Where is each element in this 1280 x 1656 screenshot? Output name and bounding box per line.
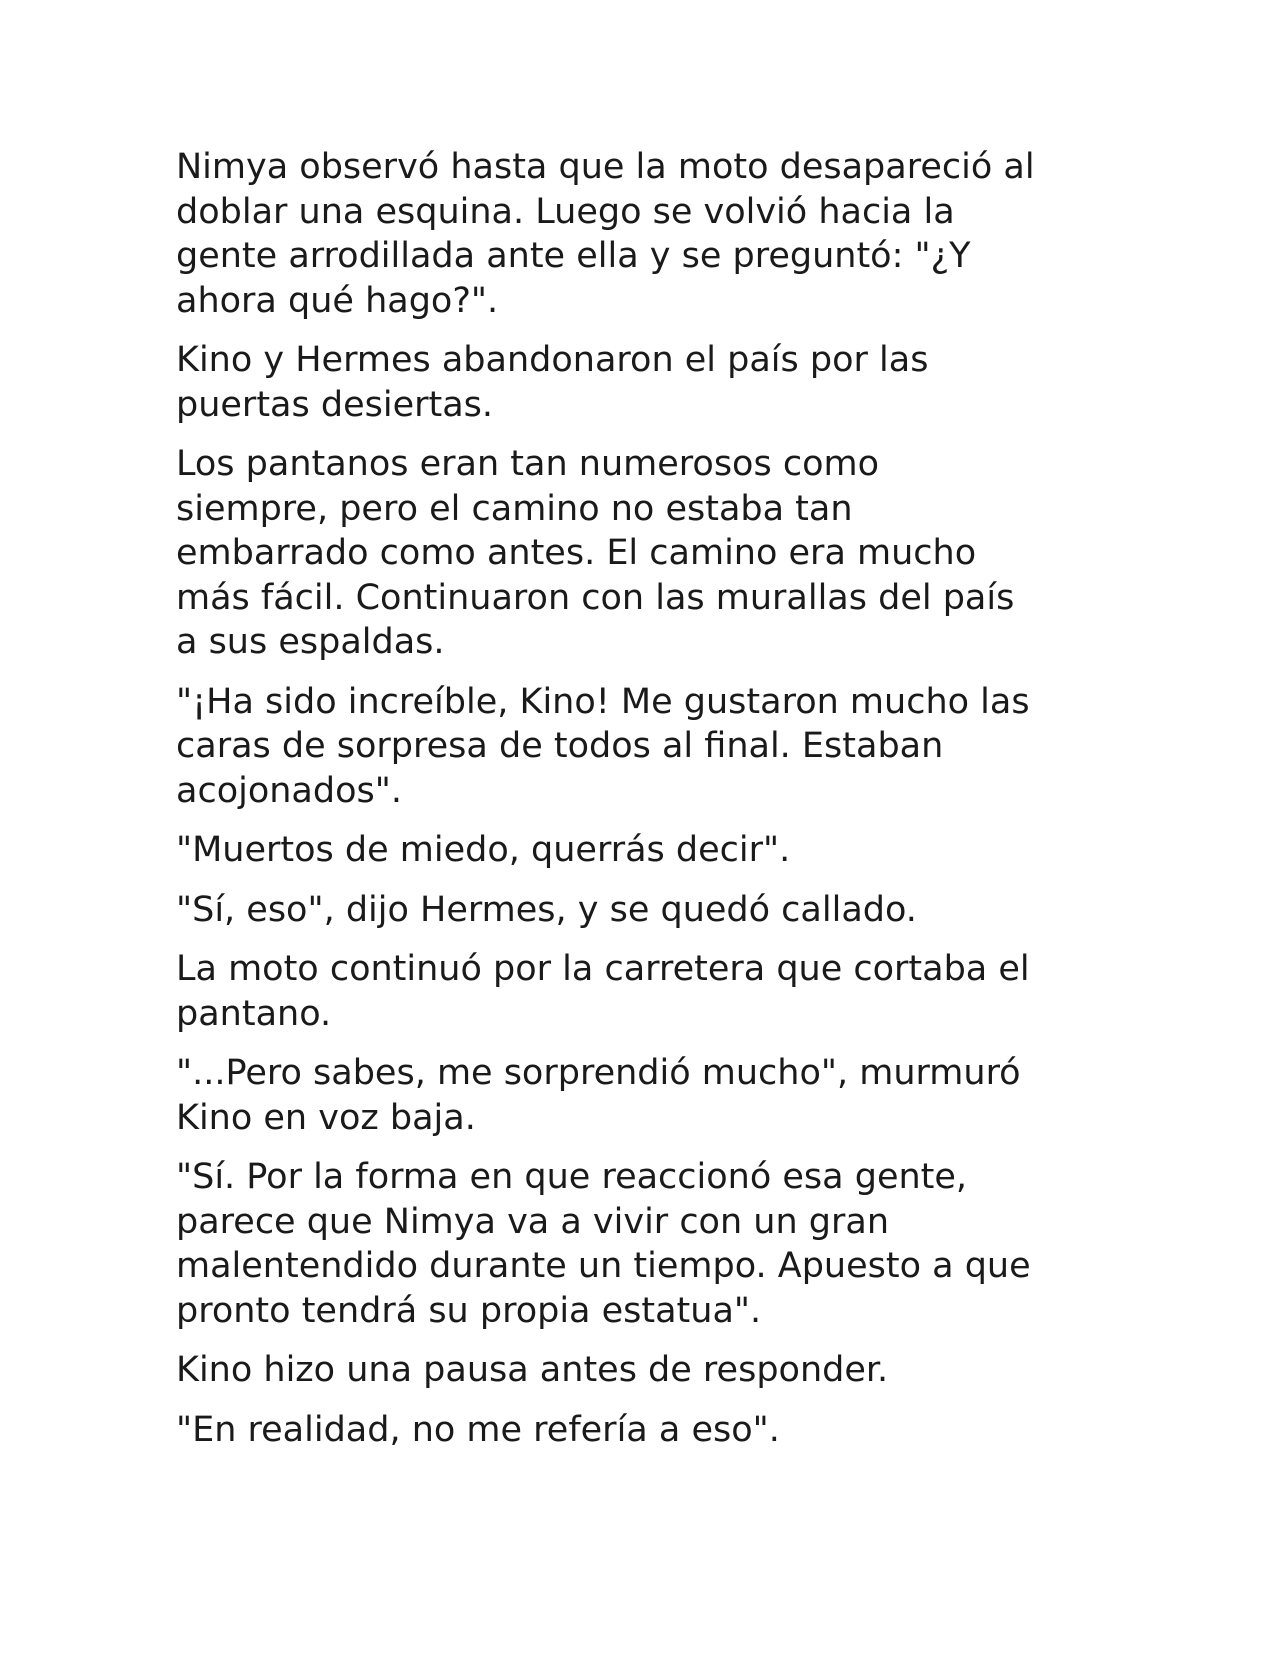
paragraph-2: Kino y Hermes abandonaron el país por las puertas desiertas. (176, 340, 929, 425)
paragraph-8: "...Pero sabes, me sorprendió mucho", murmuró Kino en voz baja. (176, 1053, 1021, 1138)
paragraph-7: La moto continuó por la carretera que cortaba el pantano. (176, 949, 1030, 1034)
paragraph-5: "Muertos de miedo, querrás decir". (176, 830, 791, 870)
document-page (176, 145, 1216, 1467)
paragraph-9: "Sí. Por la forma en que reaccionó esa gente, parece que Nimya va a vivir con un gran malentendido durante un tiempo. Apuesto a que pronto tendrá su propia estatua". (176, 1157, 1031, 1331)
paragraph-4: "¡Ha sido increíble, Kino! Me gustaron mucho las caras de sorpresa de todos al final. Estaban acojonados". (176, 681, 1030, 811)
paragraph-3: Los pantanos eran tan numerosos como siempre, pero el camino no estaba tan embarrado como antes. El camino era mucho más fácil. Continuaron con las murallas del país a sus espaldas. (176, 444, 1015, 662)
paragraph-1: Nimya observó hasta que la moto desapareció al doblar una esquina. Luego se volvió hacia la gente arrodillada ante ella y se preguntó: "¿Y ahora qué hago?". (176, 147, 1035, 321)
paragraph-11: "En realidad, no me refería a eso". (176, 1409, 780, 1450)
paragraph-10: Kino hizo una pausa antes de responder. (176, 1350, 889, 1390)
paragraph-6: "Sí, eso", dijo Hermes, y se quedó callado. (176, 889, 917, 930)
